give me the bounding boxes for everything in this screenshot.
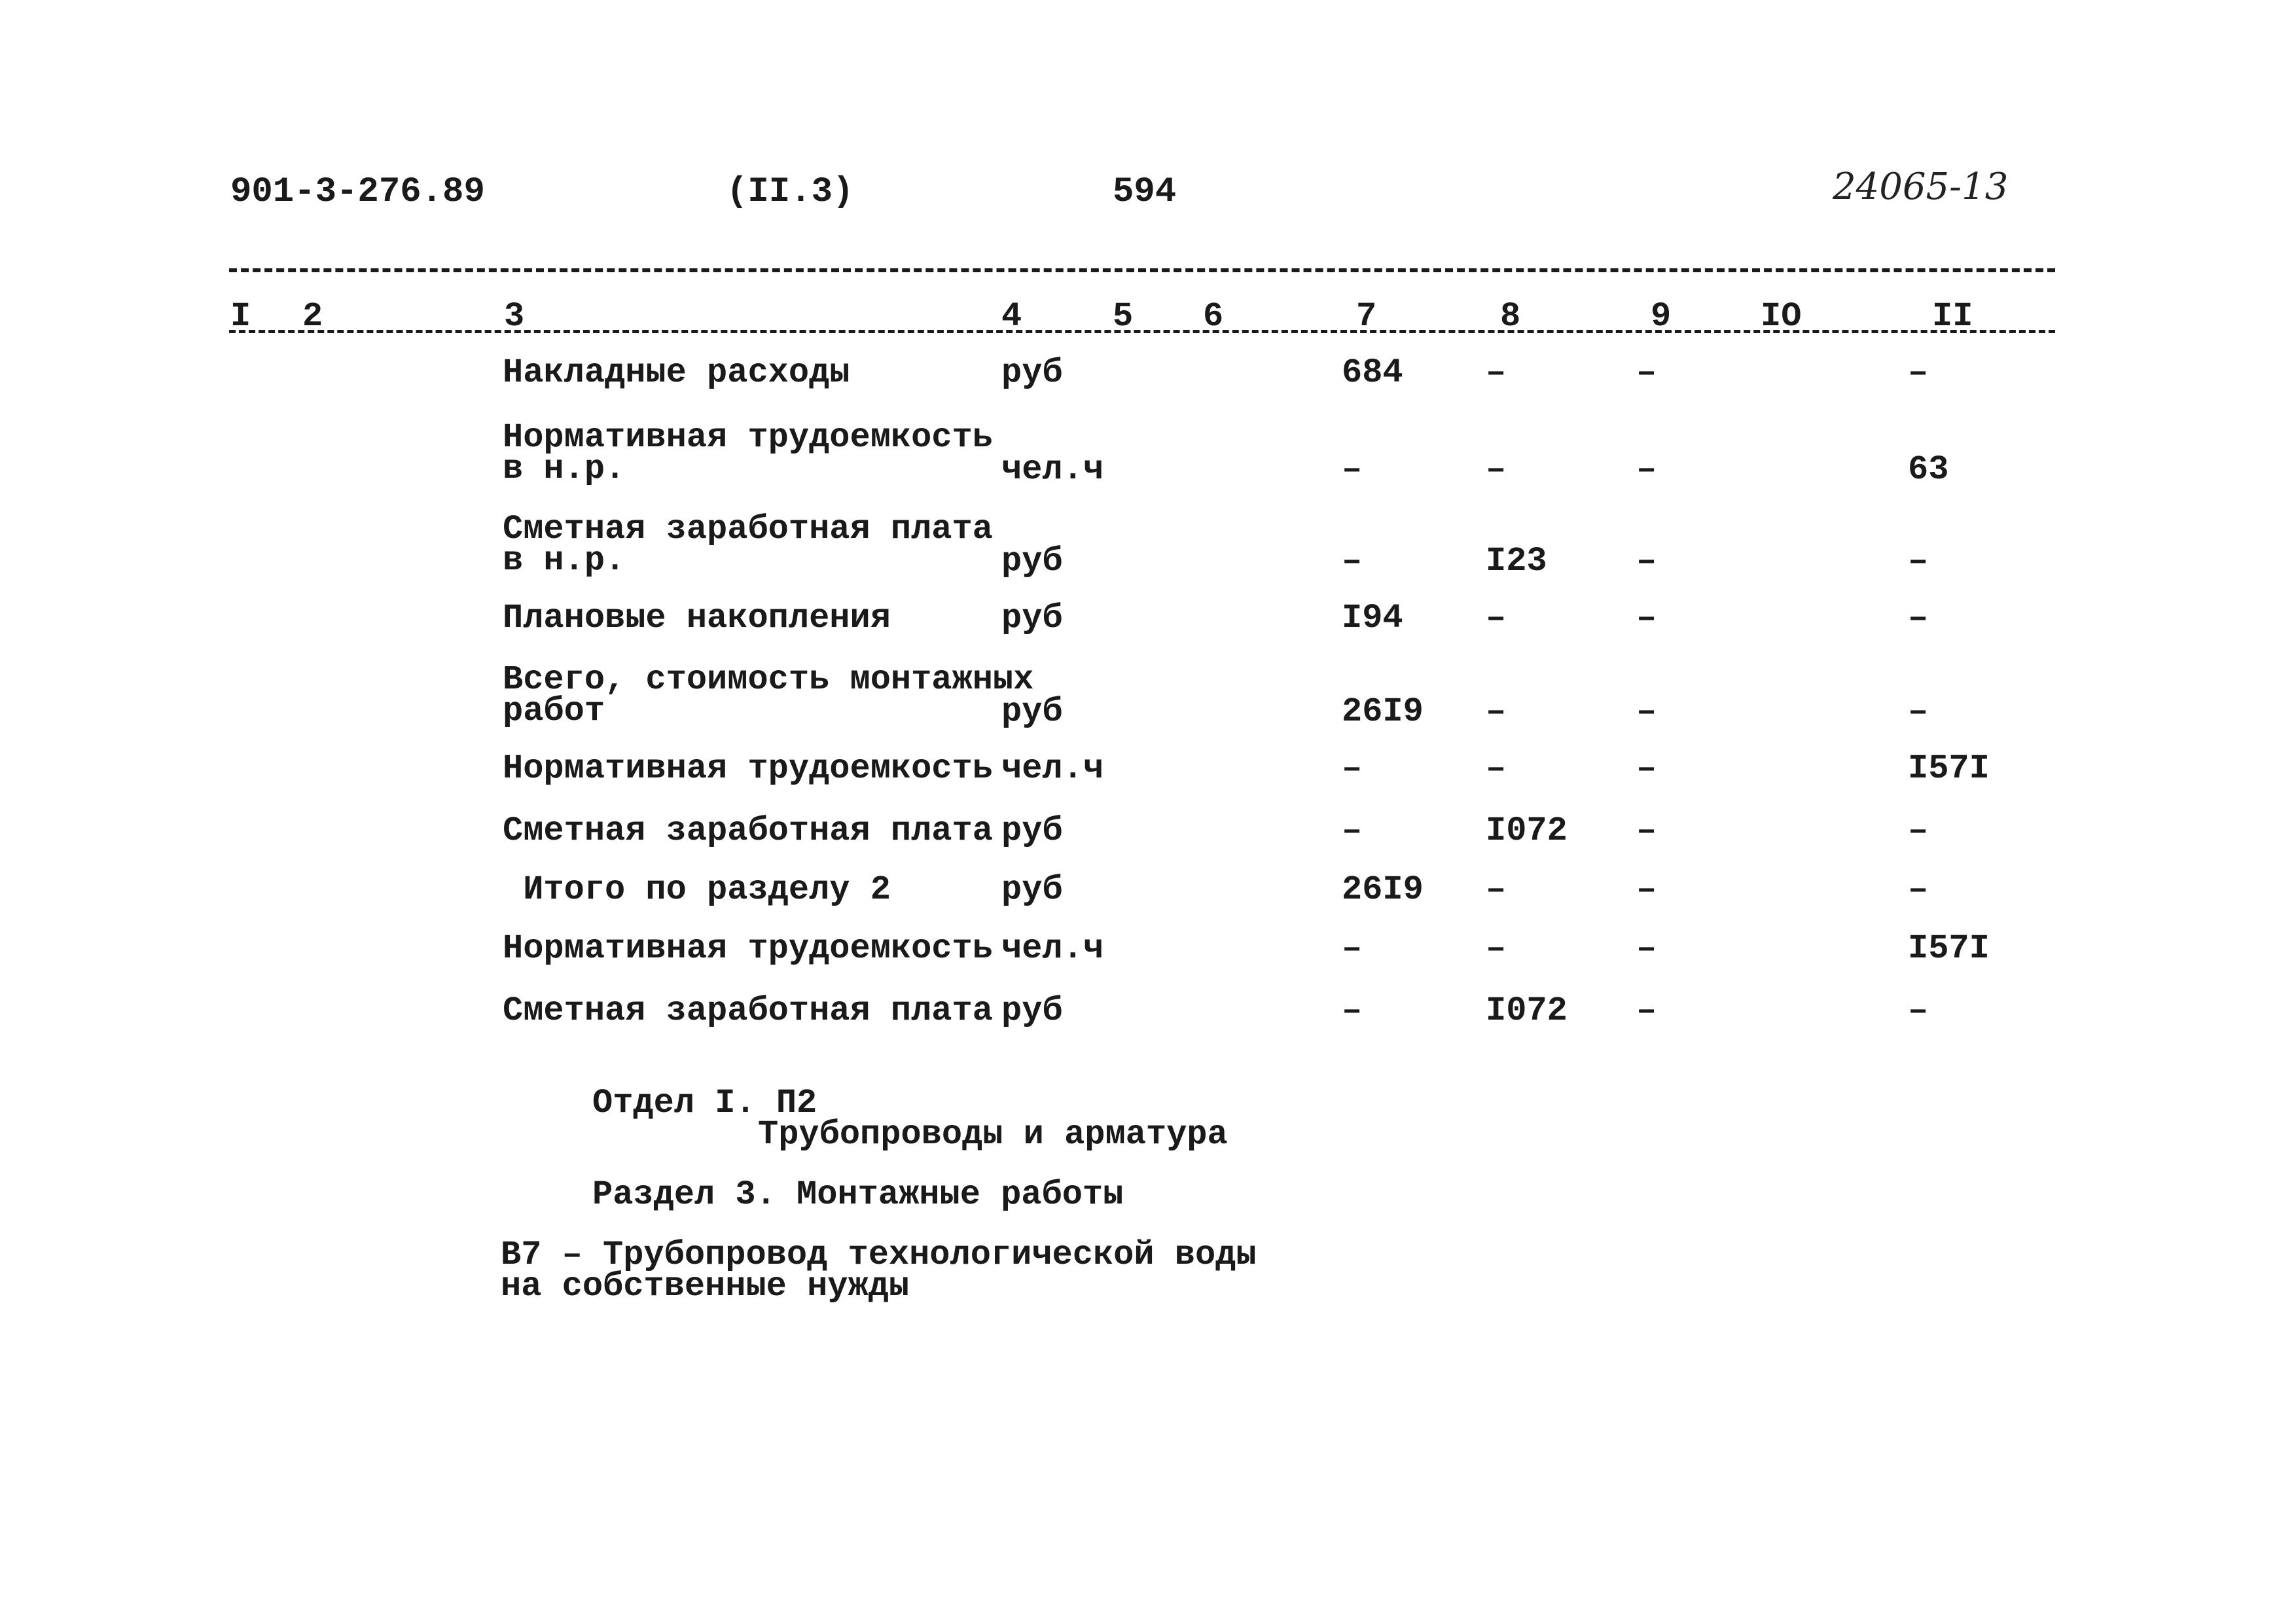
col-number-3: 3	[504, 297, 525, 336]
row-10-name: Сметная заработная плата	[503, 991, 993, 1030]
row-1-col-11: –	[1908, 353, 1929, 392]
row-5-col-7: 26I9	[1342, 692, 1424, 731]
row-8-col-11: –	[1908, 870, 1929, 909]
row-7-col-11: –	[1908, 812, 1929, 850]
department-line-2: Трубопроводы и арматура	[758, 1115, 1228, 1154]
row-7-col-9: –	[1636, 812, 1657, 850]
row-2-col-8: –	[1486, 450, 1507, 489]
row-8-col-9: –	[1636, 870, 1657, 909]
row-9-col-8: –	[1486, 929, 1507, 968]
row-10-col-9: –	[1636, 991, 1657, 1030]
row-10-col-8: I072	[1486, 991, 1568, 1030]
page-number: 594	[1113, 172, 1177, 212]
row-2-col-11: 63	[1908, 450, 1949, 489]
row-8-col-7: 26I9	[1342, 870, 1424, 909]
row-5-unit: руб	[1001, 692, 1063, 731]
row-4-col-11: –	[1908, 599, 1929, 637]
row-9-name: Нормативная трудоемкость	[503, 929, 993, 968]
col-number-2: 2	[302, 297, 323, 336]
row-3-name: Сметная заработная плата в н.р.	[503, 510, 993, 580]
section-title: Раздел 3. Монтажные работы	[592, 1175, 1124, 1214]
row-6-col-9: –	[1636, 749, 1657, 788]
row-10-col-11: –	[1908, 991, 1929, 1030]
row-1-unit: руб	[1001, 353, 1063, 392]
row-6-col-8: –	[1486, 749, 1507, 788]
row-8-unit: руб	[1001, 870, 1063, 909]
top-dashed-rule	[229, 268, 2055, 272]
row-3-col-8: I23	[1486, 542, 1547, 580]
row-5-col-8: –	[1486, 692, 1507, 731]
row-4-name: Плановые накопления	[503, 599, 891, 637]
row-5-col-9: –	[1636, 692, 1657, 731]
row-5-name: Всего, стоимость монтажных работ	[503, 660, 1034, 730]
row-1-col-7: 684	[1342, 353, 1403, 392]
row-10-unit: руб	[1001, 991, 1063, 1030]
row-9-unit: чел.ч	[1001, 929, 1104, 968]
row-3-unit: руб	[1001, 542, 1063, 580]
row-8-col-8: –	[1486, 870, 1507, 909]
row-2-col-7: –	[1342, 450, 1363, 489]
col-number-9: 9	[1651, 297, 1672, 336]
col-number-11: II	[1932, 297, 1973, 336]
pipeline-line-2: на собственные нужды	[501, 1267, 910, 1306]
row-6-name: Нормативная трудоемкость	[503, 749, 993, 788]
row-1-col-9: –	[1636, 353, 1657, 392]
col-number-5: 5	[1113, 297, 1134, 336]
row-2-unit: чел.ч	[1001, 450, 1104, 489]
row-7-col-7: –	[1342, 812, 1363, 850]
row-4-unit: руб	[1001, 599, 1063, 637]
col-number-1: I	[230, 297, 251, 336]
row-7-col-8: I072	[1486, 812, 1568, 850]
row-6-col-7: –	[1342, 749, 1363, 788]
row-2-name: Нормативная трудоемкость в н.р.	[503, 418, 993, 488]
department-line-1: Отдел I. П2	[592, 1084, 817, 1122]
row-9-col-11: I57I	[1908, 929, 1990, 968]
row-1-name: Накладные расходы	[503, 353, 850, 392]
row-2-col-9: –	[1636, 450, 1657, 489]
row-3-col-9: –	[1636, 542, 1657, 580]
pipeline-line-1: В7 – Трубопровод технологической воды	[501, 1236, 1257, 1274]
row-1-col-8: –	[1486, 353, 1507, 392]
row-10-col-7: –	[1342, 991, 1363, 1030]
row-7-unit: руб	[1001, 812, 1063, 850]
col-number-7: 7	[1356, 297, 1377, 336]
handwritten-number: 24065-13	[1833, 166, 2009, 208]
col-number-10: IO	[1761, 297, 1802, 336]
row-9-col-9: –	[1636, 929, 1657, 968]
row-7-name: Сметная заработная плата	[503, 812, 993, 850]
section-reference: (II.3)	[726, 172, 854, 212]
col-number-4: 4	[1001, 297, 1022, 336]
row-5-col-11: –	[1908, 692, 1929, 731]
row-3-col-7: –	[1342, 542, 1363, 580]
col-number-8: 8	[1500, 297, 1521, 336]
row-6-unit: чел.ч	[1001, 749, 1104, 788]
row-4-col-7: I94	[1342, 599, 1403, 637]
row-6-col-11: I57I	[1908, 749, 1990, 788]
document-code: 901-3-276.89	[230, 172, 485, 212]
row-4-col-9: –	[1636, 599, 1657, 637]
col-number-6: 6	[1203, 297, 1224, 336]
row-8-name: Итого по разделу 2	[503, 870, 891, 909]
row-9-col-7: –	[1342, 929, 1363, 968]
row-4-col-8: –	[1486, 599, 1507, 637]
row-3-col-11: –	[1908, 542, 1929, 580]
